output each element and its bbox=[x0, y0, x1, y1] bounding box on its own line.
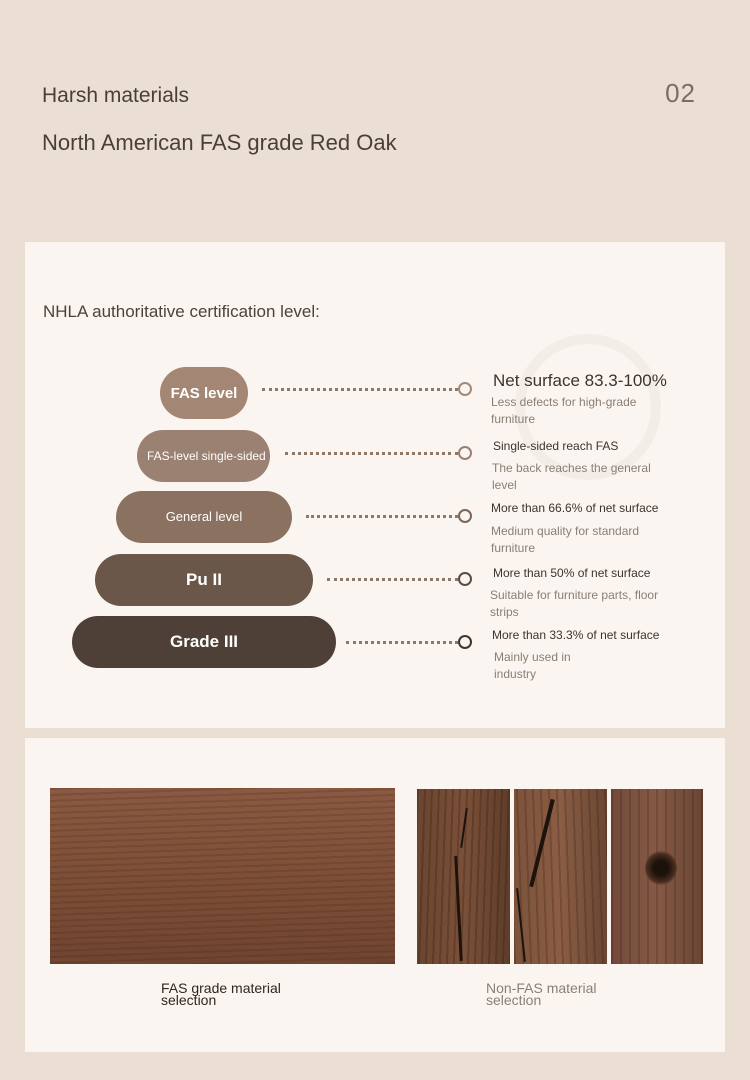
level-title: More than 66.6% of net surface bbox=[491, 501, 659, 515]
connector-dots bbox=[327, 578, 458, 581]
level-marker-icon bbox=[458, 635, 472, 649]
level-description: Suitable for furniture parts, floor strips bbox=[490, 588, 659, 619]
level-title: Net surface 83.3-100% bbox=[493, 371, 667, 390]
wood-knot bbox=[645, 850, 677, 886]
connector-dots bbox=[306, 515, 458, 518]
connector-dots bbox=[346, 641, 458, 644]
level-marker-icon bbox=[458, 382, 472, 396]
level-pill-fas-single-sided: FAS-level single-sided bbox=[137, 430, 270, 482]
level-title: More than 50% of net surface bbox=[493, 566, 651, 580]
connector-dots bbox=[262, 388, 458, 391]
level-marker-icon bbox=[458, 446, 472, 460]
fas-caption: FAS grade material selection bbox=[161, 980, 281, 1008]
connector-dots bbox=[285, 452, 458, 455]
level-description: Less defects for high-grade furniture bbox=[491, 395, 637, 426]
material-comparison-card bbox=[25, 738, 725, 1052]
level-pill-fas: FAS level bbox=[160, 367, 248, 419]
page-title: North American FAS grade Red Oak bbox=[42, 130, 397, 155]
nonfas-wood-photo-cracked bbox=[417, 789, 510, 964]
level-title: Single-sided reach FAS bbox=[493, 439, 619, 453]
level-pill-general: General level bbox=[116, 491, 292, 543]
level-description: The back reaches the general level bbox=[492, 461, 651, 492]
level-marker-icon bbox=[458, 509, 472, 523]
level-pill-grade-iii: Grade III bbox=[72, 616, 336, 668]
certification-card bbox=[25, 242, 725, 728]
certification-heading: NHLA authoritative certification level: bbox=[43, 302, 320, 321]
level-description: Medium quality for standard furniture bbox=[491, 524, 640, 555]
level-description: Mainly used in industry bbox=[494, 650, 571, 681]
fas-wood-photo bbox=[50, 788, 395, 964]
level-title: More than 33.3% of net surface bbox=[492, 628, 660, 642]
header-subtitle: Harsh materials bbox=[42, 84, 190, 107]
page-number: 02 bbox=[665, 78, 696, 108]
level-marker-icon bbox=[458, 572, 472, 586]
level-pill-pu-ii: Pu II bbox=[95, 554, 313, 606]
nonfas-wood-photo-split bbox=[514, 789, 607, 964]
nonfas-caption: Non-FAS material selection bbox=[486, 980, 597, 1008]
